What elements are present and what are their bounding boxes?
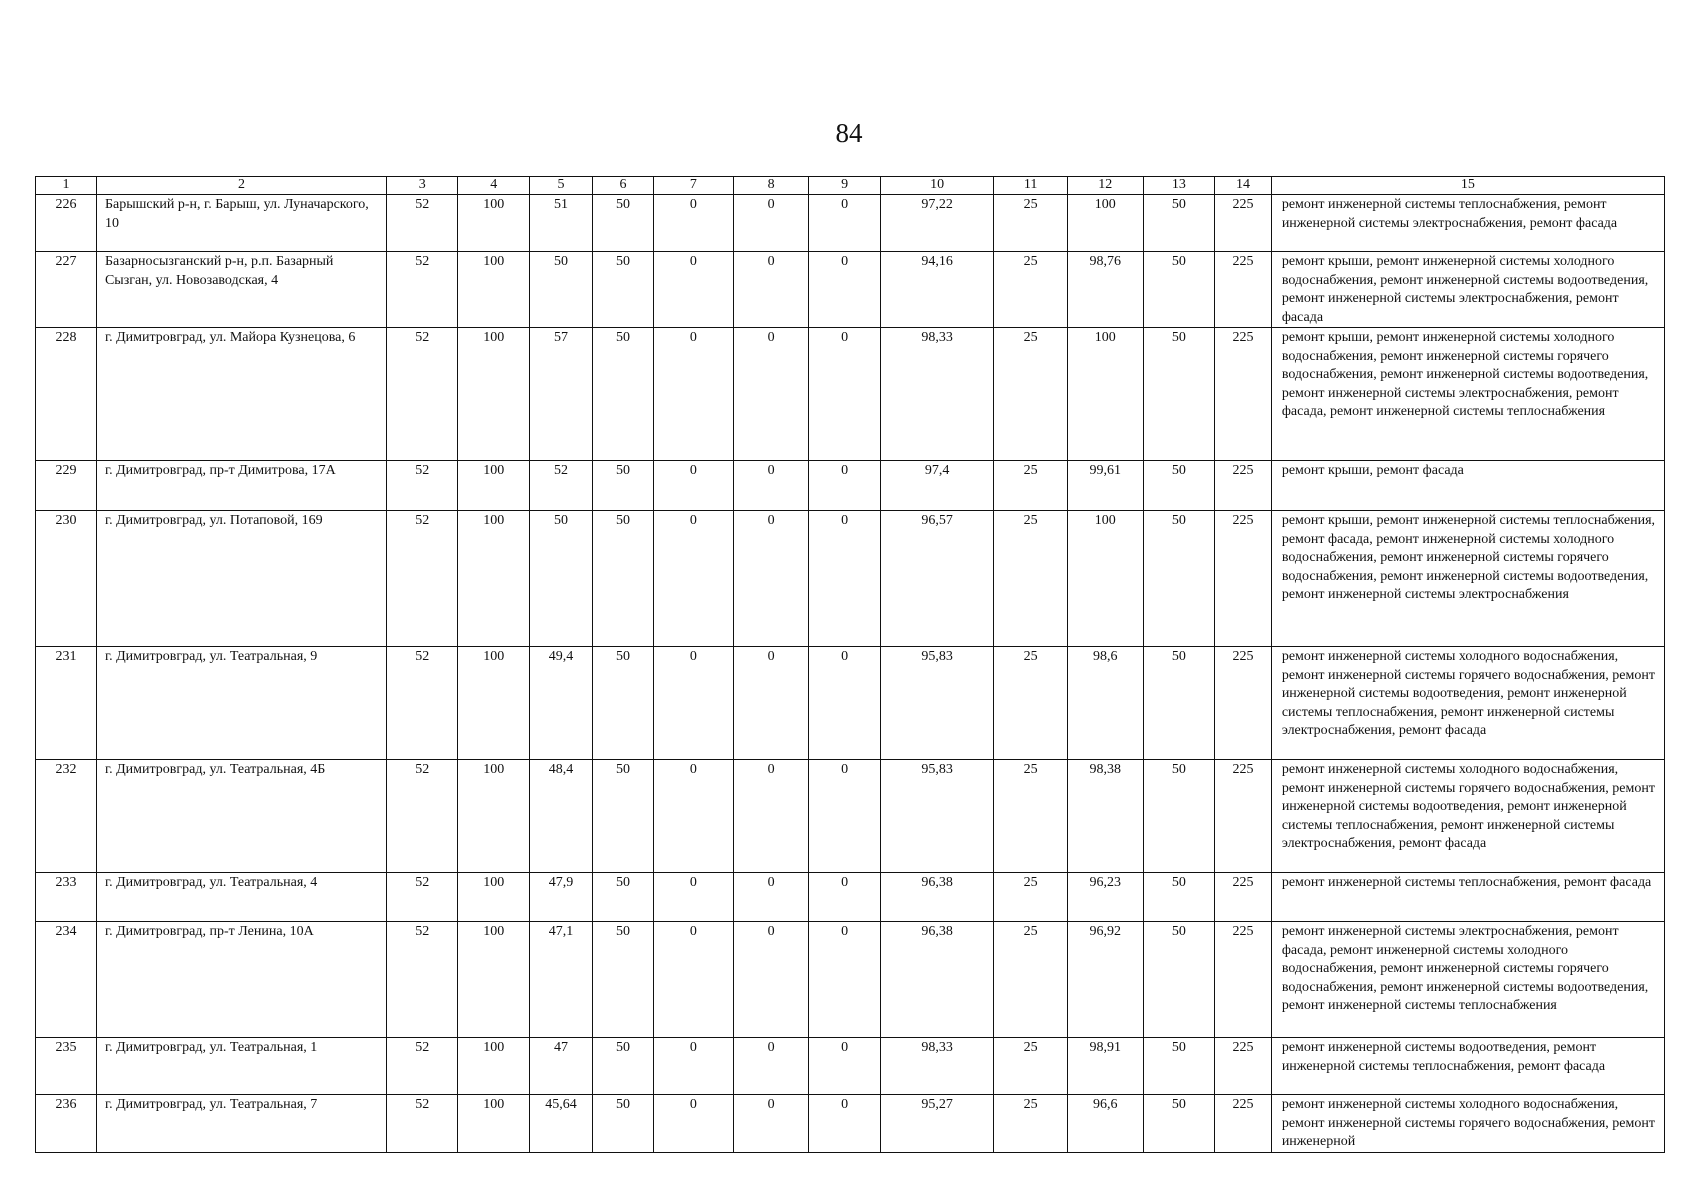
value-cell: 100: [1067, 511, 1143, 647]
row-number-cell: 227: [36, 252, 97, 328]
value-cell: 25: [994, 195, 1068, 252]
table-row: [36, 252, 1665, 328]
value-cell: 225: [1215, 760, 1272, 873]
value-cell: 52: [387, 328, 458, 461]
value-cell: 0: [809, 511, 880, 647]
value-cell: 52: [387, 760, 458, 873]
value-cell: 100: [458, 1038, 529, 1095]
value-cell: 225: [1215, 873, 1272, 922]
column-header: 6: [592, 177, 653, 195]
value-cell: 0: [733, 873, 809, 922]
column-header: 5: [529, 177, 592, 195]
address-cell: г. Димитровград, пр-т Ленина, 10А: [96, 922, 386, 1038]
address-cell: г. Димитровград, ул. Театральная, 4Б: [96, 760, 386, 873]
column-header: 15: [1271, 177, 1664, 195]
value-cell: 96,23: [1067, 873, 1143, 922]
value-cell: 25: [994, 873, 1068, 922]
value-cell: 0: [653, 461, 733, 511]
value-cell: 25: [994, 511, 1068, 647]
value-cell: 96,38: [880, 873, 994, 922]
value-cell: 0: [809, 1095, 880, 1153]
column-header: 12: [1067, 177, 1143, 195]
value-cell: 50: [529, 252, 592, 328]
value-cell: 100: [1067, 328, 1143, 461]
value-cell: 96,38: [880, 922, 994, 1038]
value-cell: 50: [592, 1095, 653, 1153]
address-cell: г. Димитровград, ул. Театральная, 4: [96, 873, 386, 922]
value-cell: 50: [1143, 1038, 1214, 1095]
address-cell: г. Димитровград, ул. Потаповой, 169: [96, 511, 386, 647]
value-cell: 98,76: [1067, 252, 1143, 328]
value-cell: 49,4: [529, 647, 592, 760]
value-cell: 100: [458, 195, 529, 252]
work-description-cell: ремонт инженерной системы теплоснабжения, ремонт инженерной системы электроснабжения, ремонт фасада: [1271, 195, 1664, 252]
value-cell: 50: [592, 922, 653, 1038]
value-cell: 0: [653, 195, 733, 252]
work-description-cell: ремонт крыши, ремонт инженерной системы холодного водоснабжения, ремонт инженерной системы водоотведения, ремонт инженерной системы электроснабжения, ремонт фасада: [1271, 252, 1664, 328]
value-cell: 95,83: [880, 760, 994, 873]
value-cell: 97,4: [880, 461, 994, 511]
work-description-cell: ремонт инженерной системы электроснабжения, ремонт фасада, ремонт инженерной системы холодного водоснабжения, ремонт инженерной системы горячего водоснабжения, ремонт инженерной системы водоотведения, ремонт инженерной системы теплоснабжения: [1271, 922, 1664, 1038]
value-cell: 50: [1143, 922, 1214, 1038]
value-cell: 0: [809, 760, 880, 873]
value-cell: 225: [1215, 195, 1272, 252]
work-description-cell: ремонт инженерной системы теплоснабжения, ремонт фасада: [1271, 873, 1664, 922]
address-cell: г. Димитровград, ул. Театральная, 7: [96, 1095, 386, 1153]
column-header: 4: [458, 177, 529, 195]
value-cell: 25: [994, 1095, 1068, 1153]
row-number-cell: 231: [36, 647, 97, 760]
address-cell: Барышский р-н, г. Барыш, ул. Луначарского, 10: [96, 195, 386, 252]
work-description-cell: ремонт инженерной системы водоотведения, ремонт инженерной системы теплоснабжения, ремонт фасада: [1271, 1038, 1664, 1095]
value-cell: 100: [458, 461, 529, 511]
value-cell: 52: [387, 511, 458, 647]
value-cell: 100: [1067, 195, 1143, 252]
column-header: 11: [994, 177, 1068, 195]
table-row: [36, 760, 1665, 873]
value-cell: 25: [994, 461, 1068, 511]
column-header: 13: [1143, 177, 1214, 195]
value-cell: 95,27: [880, 1095, 994, 1153]
value-cell: 52: [387, 647, 458, 760]
value-cell: 50: [1143, 760, 1214, 873]
value-cell: 50: [1143, 328, 1214, 461]
value-cell: 96,92: [1067, 922, 1143, 1038]
value-cell: 50: [1143, 195, 1214, 252]
value-cell: 95,83: [880, 647, 994, 760]
value-cell: 0: [653, 922, 733, 1038]
address-cell: г. Димитровград, пр-т Димитрова, 17А: [96, 461, 386, 511]
table-row: [36, 511, 1665, 647]
value-cell: 0: [653, 511, 733, 647]
value-cell: 50: [1143, 511, 1214, 647]
value-cell: 100: [458, 760, 529, 873]
column-number-header-row: [36, 177, 1665, 195]
value-cell: 100: [458, 252, 529, 328]
value-cell: 25: [994, 252, 1068, 328]
value-cell: 25: [994, 647, 1068, 760]
work-description-cell: ремонт крыши, ремонт инженерной системы холодного водоснабжения, ремонт инженерной системы горячего водоснабжения, ремонт инженерной системы водоотведения, ремонт инженерной системы электроснабжения, ремонт фасада, ремонт инженерной системы теплоснабжения: [1271, 328, 1664, 461]
row-number-cell: 229: [36, 461, 97, 511]
value-cell: 0: [733, 252, 809, 328]
work-description-cell: ремонт крыши, ремонт фасада: [1271, 461, 1664, 511]
value-cell: 0: [653, 1095, 733, 1153]
value-cell: 0: [733, 511, 809, 647]
repair-program-table: [35, 176, 1665, 1153]
value-cell: 0: [809, 461, 880, 511]
value-cell: 0: [733, 461, 809, 511]
value-cell: 51: [529, 195, 592, 252]
value-cell: 0: [733, 647, 809, 760]
value-cell: 25: [994, 328, 1068, 461]
value-cell: 25: [994, 922, 1068, 1038]
value-cell: 25: [994, 760, 1068, 873]
work-description-cell: ремонт крыши, ремонт инженерной системы теплоснабжения, ремонт фасада, ремонт инженерной системы холодного водоснабжения, ремонт инженерной системы горячего водоснабжения, ремонт инженерной системы водоотведения, ремонт инженерной системы электроснабжения: [1271, 511, 1664, 647]
value-cell: 100: [458, 922, 529, 1038]
value-cell: 0: [733, 922, 809, 1038]
column-header: 10: [880, 177, 994, 195]
value-cell: 48,4: [529, 760, 592, 873]
value-cell: 94,16: [880, 252, 994, 328]
value-cell: 98,33: [880, 328, 994, 461]
value-cell: 225: [1215, 252, 1272, 328]
value-cell: 98,91: [1067, 1038, 1143, 1095]
value-cell: 225: [1215, 1095, 1272, 1153]
column-header: 9: [809, 177, 880, 195]
value-cell: 47,9: [529, 873, 592, 922]
value-cell: 225: [1215, 1038, 1272, 1095]
value-cell: 45,64: [529, 1095, 592, 1153]
table-row: [36, 873, 1665, 922]
value-cell: 225: [1215, 328, 1272, 461]
value-cell: 100: [458, 873, 529, 922]
address-cell: г. Димитровград, ул. Театральная, 9: [96, 647, 386, 760]
value-cell: 98,33: [880, 1038, 994, 1095]
value-cell: 96,6: [1067, 1095, 1143, 1153]
value-cell: 47,1: [529, 922, 592, 1038]
value-cell: 0: [653, 252, 733, 328]
value-cell: 47: [529, 1038, 592, 1095]
value-cell: 57: [529, 328, 592, 461]
address-cell: г. Димитровград, ул. Майора Кузнецова, 6: [96, 328, 386, 461]
value-cell: 25: [994, 1038, 1068, 1095]
table-row: [36, 1095, 1665, 1153]
value-cell: 0: [733, 760, 809, 873]
value-cell: 100: [458, 1095, 529, 1153]
value-cell: 50: [592, 195, 653, 252]
value-cell: 0: [653, 647, 733, 760]
table-row: [36, 922, 1665, 1038]
value-cell: 0: [733, 1038, 809, 1095]
value-cell: 225: [1215, 647, 1272, 760]
row-number-cell: 233: [36, 873, 97, 922]
value-cell: 52: [387, 461, 458, 511]
value-cell: 52: [387, 1038, 458, 1095]
value-cell: 98,6: [1067, 647, 1143, 760]
value-cell: 50: [1143, 461, 1214, 511]
value-cell: 50: [592, 647, 653, 760]
value-cell: 50: [592, 873, 653, 922]
value-cell: 50: [1143, 873, 1214, 922]
value-cell: 100: [458, 647, 529, 760]
row-number-cell: 230: [36, 511, 97, 647]
table-row: [36, 328, 1665, 461]
row-number-cell: 236: [36, 1095, 97, 1153]
page-number: 84: [835, 118, 863, 148]
row-number-cell: 234: [36, 922, 97, 1038]
value-cell: 52: [387, 922, 458, 1038]
value-cell: 50: [592, 1038, 653, 1095]
value-cell: 0: [809, 1038, 880, 1095]
value-cell: 50: [1143, 647, 1214, 760]
value-cell: 0: [733, 195, 809, 252]
value-cell: 50: [592, 461, 653, 511]
column-header: 2: [96, 177, 386, 195]
value-cell: 225: [1215, 922, 1272, 1038]
value-cell: 52: [387, 195, 458, 252]
value-cell: 225: [1215, 511, 1272, 647]
value-cell: 0: [653, 1038, 733, 1095]
column-header: 7: [653, 177, 733, 195]
column-header: 14: [1215, 177, 1272, 195]
value-cell: 0: [653, 873, 733, 922]
value-cell: 225: [1215, 461, 1272, 511]
value-cell: 0: [809, 328, 880, 461]
value-cell: 100: [458, 511, 529, 647]
address-cell: Базарносызганский р-н, р.п. Базарный Сызган, ул. Новозаводская, 4: [96, 252, 386, 328]
value-cell: 0: [809, 195, 880, 252]
value-cell: 52: [529, 461, 592, 511]
row-number-cell: 235: [36, 1038, 97, 1095]
row-number-cell: 228: [36, 328, 97, 461]
row-number-cell: 226: [36, 195, 97, 252]
row-number-cell: 232: [36, 760, 97, 873]
table-row: [36, 461, 1665, 511]
value-cell: 50: [1143, 252, 1214, 328]
value-cell: 96,57: [880, 511, 994, 647]
table-row: [36, 195, 1665, 252]
work-description-cell: ремонт инженерной системы холодного водоснабжения, ремонт инженерной системы горячего водоснабжения, ремонт инженерной системы водоотведения, ремонт инженерной системы теплоснабжения, ремонт инженерной системы электроснабжения, ремонт фасада: [1271, 760, 1664, 873]
value-cell: 50: [1143, 1095, 1214, 1153]
value-cell: 52: [387, 1095, 458, 1153]
table-row: [36, 647, 1665, 760]
value-cell: 50: [592, 328, 653, 461]
value-cell: 50: [592, 760, 653, 873]
column-header: 1: [36, 177, 97, 195]
column-header: 8: [733, 177, 809, 195]
value-cell: 100: [458, 328, 529, 461]
value-cell: 0: [809, 647, 880, 760]
value-cell: 50: [529, 511, 592, 647]
value-cell: 0: [809, 873, 880, 922]
work-description-cell: ремонт инженерной системы холодного водоснабжения, ремонт инженерной системы горячего водоснабжения, ремонт инженерной системы водоотведения, ремонт инженерной системы теплоснабжения, ремонт инженерной системы электроснабжения, ремонт фасада: [1271, 647, 1664, 760]
value-cell: 0: [653, 328, 733, 461]
value-cell: 0: [809, 922, 880, 1038]
value-cell: 50: [592, 252, 653, 328]
value-cell: 0: [733, 1095, 809, 1153]
value-cell: 99,61: [1067, 461, 1143, 511]
value-cell: 98,38: [1067, 760, 1143, 873]
value-cell: 0: [653, 760, 733, 873]
work-description-cell: ремонт инженерной системы холодного водоснабжения, ремонт инженерной системы горячего водоснабжения, ремонт инженерной: [1271, 1095, 1664, 1153]
address-cell: г. Димитровград, ул. Театральная, 1: [96, 1038, 386, 1095]
value-cell: 52: [387, 252, 458, 328]
column-header: 3: [387, 177, 458, 195]
value-cell: 0: [809, 252, 880, 328]
value-cell: 0: [733, 328, 809, 461]
value-cell: 50: [592, 511, 653, 647]
value-cell: 52: [387, 873, 458, 922]
value-cell: 97,22: [880, 195, 994, 252]
table-row: [36, 1038, 1665, 1095]
